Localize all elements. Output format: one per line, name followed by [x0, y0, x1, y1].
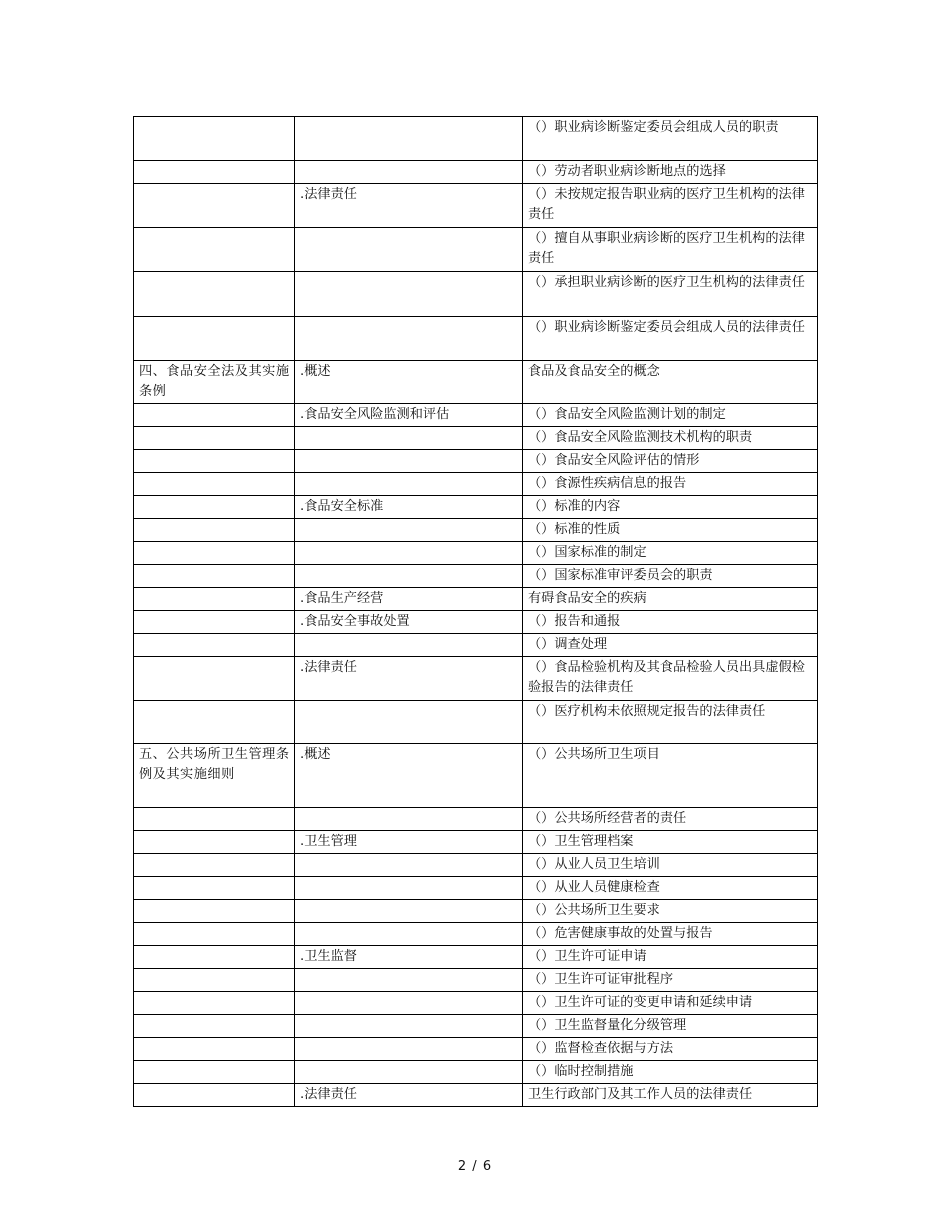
section-cell [134, 519, 295, 542]
table-row [134, 831, 818, 854]
topic-cell: .卫生管理 [295, 831, 523, 854]
topic-cell [295, 877, 523, 900]
item-cell: （）标准的内容 [523, 496, 818, 519]
table-row [134, 228, 818, 272]
syllabus-table-body [134, 117, 818, 1107]
item-cell: （）标准的性质 [523, 519, 818, 542]
table-row [134, 1061, 818, 1084]
page-number: 2 / 6 [457, 1159, 493, 1174]
item-cell: （）食源性疾病信息的报告 [523, 473, 818, 496]
table-row [134, 117, 818, 161]
item-cell: （）食品安全风险监测技术机构的职责 [523, 427, 818, 450]
table-row [134, 588, 818, 611]
section-cell [134, 496, 295, 519]
topic-cell [295, 969, 523, 992]
section-cell [134, 808, 295, 831]
topic-cell [295, 992, 523, 1015]
topic-cell [295, 565, 523, 588]
section-cell [134, 1061, 295, 1084]
table-row [134, 317, 818, 361]
item-cell: （）卫生许可证审批程序 [523, 969, 818, 992]
item-cell: （）国家标准审评委员会的职责 [523, 565, 818, 588]
section-cell [134, 611, 295, 634]
table-row [134, 1038, 818, 1061]
table-row [134, 473, 818, 496]
item-cell: （）未按规定报告职业病的医疗卫生机构的法律责任 [523, 184, 818, 228]
table-row [134, 657, 818, 701]
item-cell: （）擅自从事职业病诊断的医疗卫生机构的法律责任 [523, 228, 818, 272]
section-cell [134, 1038, 295, 1061]
item-cell: 卫生行政部门及其工作人员的法律责任 [523, 1084, 818, 1107]
table-row [134, 854, 818, 877]
section-cell [134, 1084, 295, 1107]
section-cell [134, 404, 295, 427]
table-row [134, 496, 818, 519]
table-row [134, 900, 818, 923]
topic-cell: .食品安全事故处置 [295, 611, 523, 634]
section-cell [134, 450, 295, 473]
section-cell [134, 588, 295, 611]
topic-cell: .法律责任 [295, 1084, 523, 1107]
table-row [134, 427, 818, 450]
topic-cell [295, 1015, 523, 1038]
section-cell [134, 877, 295, 900]
topic-cell: .食品安全标准 [295, 496, 523, 519]
table-row [134, 877, 818, 900]
topic-cell [295, 808, 523, 831]
section-cell [134, 473, 295, 496]
item-cell: （）职业病诊断鉴定委员会组成人员的法律责任 [523, 317, 818, 361]
table-row [134, 450, 818, 473]
section-cell [134, 317, 295, 361]
section-cell [134, 831, 295, 854]
topic-cell [295, 854, 523, 877]
topic-cell [295, 1038, 523, 1061]
table-row [134, 404, 818, 427]
topic-cell [295, 450, 523, 473]
item-cell: （）食品安全风险评估的情形 [523, 450, 818, 473]
item-cell: （）危害健康事故的处置与报告 [523, 923, 818, 946]
item-cell: 食品及食品安全的概念 [523, 361, 818, 404]
table-row [134, 923, 818, 946]
item-cell: （）职业病诊断鉴定委员会组成人员的职责 [523, 117, 818, 161]
table-row [134, 542, 818, 565]
table-row [134, 361, 818, 404]
section-cell [134, 117, 295, 161]
table-row [134, 184, 818, 228]
table-row [134, 969, 818, 992]
table-row [134, 1084, 818, 1107]
topic-cell [295, 161, 523, 184]
table-row [134, 611, 818, 634]
item-cell: （）调查处理 [523, 634, 818, 657]
item-cell: （）劳动者职业病诊断地点的选择 [523, 161, 818, 184]
section-cell [134, 542, 295, 565]
table-row [134, 808, 818, 831]
section-cell [134, 946, 295, 969]
section-cell [134, 701, 295, 744]
section-cell [134, 1015, 295, 1038]
item-cell: 有碍食品安全的疾病 [523, 588, 818, 611]
table-row [134, 1015, 818, 1038]
syllabus-table [133, 116, 818, 1107]
topic-cell: .概述 [295, 361, 523, 404]
section-cell: 四、食品安全法及其实施条例 [134, 361, 295, 404]
section-cell [134, 272, 295, 317]
topic-cell [295, 473, 523, 496]
table-row [134, 519, 818, 542]
topic-cell: .食品生产经营 [295, 588, 523, 611]
item-cell: （）从业人员健康检查 [523, 877, 818, 900]
topic-cell [295, 1061, 523, 1084]
item-cell: （）公共场所经营者的责任 [523, 808, 818, 831]
table-row [134, 565, 818, 588]
topic-cell: .食品安全风险监测和评估 [295, 404, 523, 427]
table-row [134, 634, 818, 657]
table-row [134, 701, 818, 744]
topic-cell [295, 923, 523, 946]
section-cell [134, 923, 295, 946]
section-cell [134, 634, 295, 657]
table-row [134, 946, 818, 969]
item-cell: （）公共场所卫生要求 [523, 900, 818, 923]
topic-cell [295, 117, 523, 161]
topic-cell: .法律责任 [295, 657, 523, 701]
item-cell: （）监督检查依据与方法 [523, 1038, 818, 1061]
section-cell [134, 854, 295, 877]
item-cell: （）食品检验机构及其食品检验人员出具虚假检验报告的法律责任 [523, 657, 818, 701]
item-cell: （）报告和通报 [523, 611, 818, 634]
section-cell [134, 992, 295, 1015]
topic-cell: .法律责任 [295, 184, 523, 228]
topic-cell [295, 427, 523, 450]
topic-cell [295, 542, 523, 565]
topic-cell [295, 317, 523, 361]
table-row [134, 272, 818, 317]
topic-cell: .卫生监督 [295, 946, 523, 969]
item-cell: （）医疗机构未依照规定报告的法律责任 [523, 701, 818, 744]
item-cell: （）卫生许可证申请 [523, 946, 818, 969]
item-cell: （）公共场所卫生项目 [523, 744, 818, 808]
topic-cell [295, 701, 523, 744]
table-row [134, 161, 818, 184]
item-cell: （）国家标准的制定 [523, 542, 818, 565]
section-cell [134, 184, 295, 228]
section-cell [134, 427, 295, 450]
item-cell: （）卫生许可证的变更申请和延续申请 [523, 992, 818, 1015]
topic-cell: .概述 [295, 744, 523, 808]
topic-cell [295, 228, 523, 272]
table-row [134, 744, 818, 808]
item-cell: （）临时控制措施 [523, 1061, 818, 1084]
section-cell [134, 228, 295, 272]
item-cell: （）承担职业病诊断的医疗卫生机构的法律责任 [523, 272, 818, 317]
topic-cell [295, 519, 523, 542]
section-cell [134, 565, 295, 588]
item-cell: （）从业人员卫生培训 [523, 854, 818, 877]
topic-cell [295, 900, 523, 923]
section-cell [134, 900, 295, 923]
item-cell: （）卫生监督量化分级管理 [523, 1015, 818, 1038]
table-row [134, 992, 818, 1015]
item-cell: （）食品安全风险监测计划的制定 [523, 404, 818, 427]
item-cell: （）卫生管理档案 [523, 831, 818, 854]
section-cell [134, 657, 295, 701]
topic-cell [295, 272, 523, 317]
topic-cell [295, 634, 523, 657]
section-cell: 五、公共场所卫生管理条例及其实施细则 [134, 744, 295, 808]
section-cell [134, 161, 295, 184]
section-cell [134, 969, 295, 992]
